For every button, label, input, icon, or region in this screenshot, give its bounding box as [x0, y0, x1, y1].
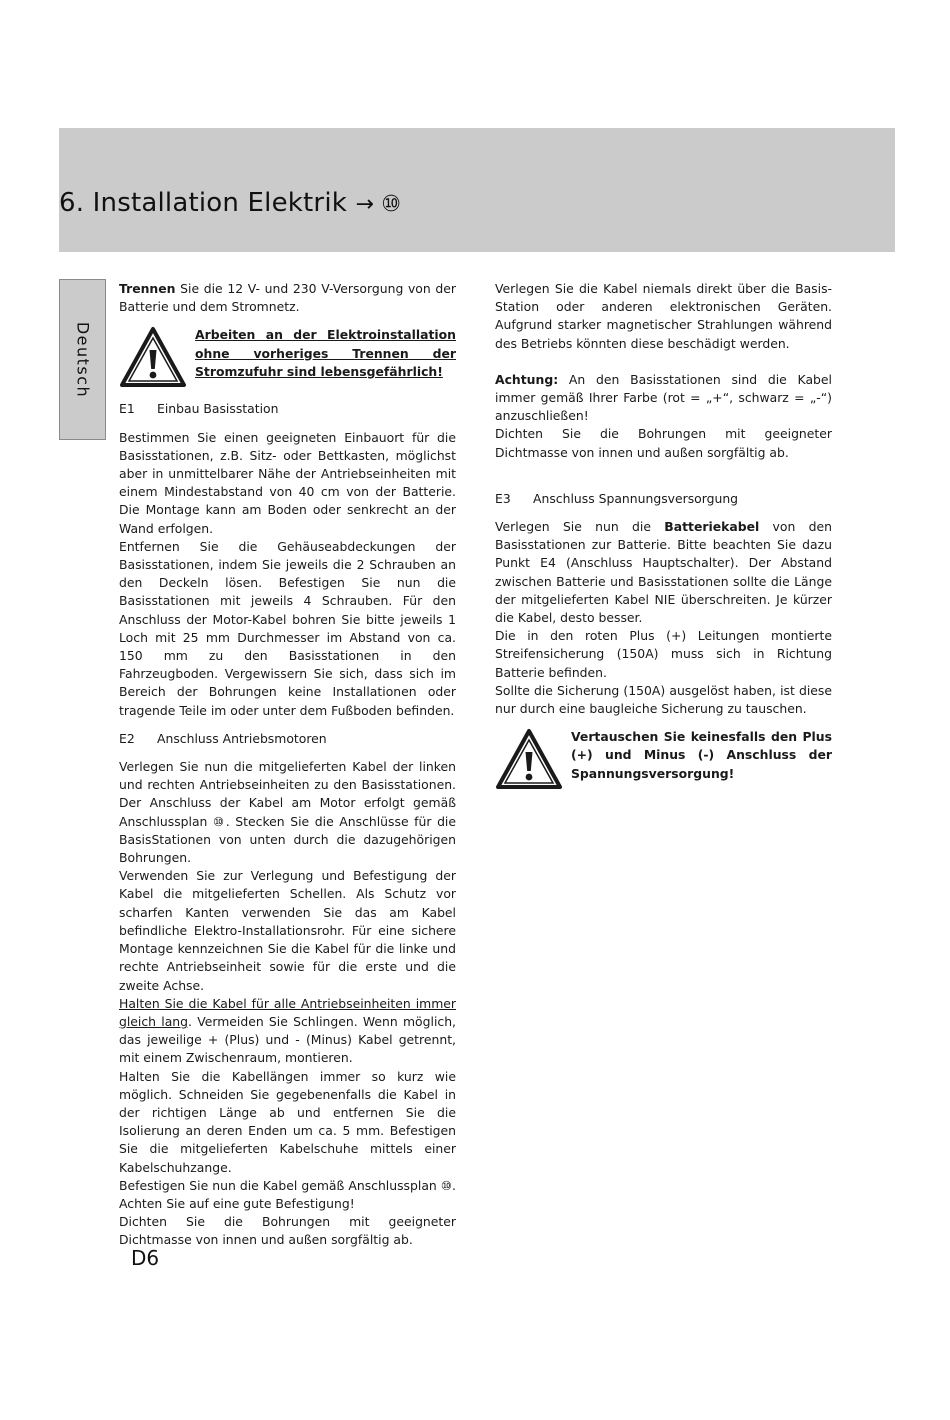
left-column — [119, 280, 456, 1250]
e3-paragraph-3: Sollte die Sicherung (150A) ausgelöst haben, ist diese nur durch eine baugleiche Sicherung zu tauschen. — [495, 682, 832, 717]
warning-text-2: Vertauschen Sie keinesfalls den Plus (+) und Minus (-) Anschluss der Spannungsversorgung! — [571, 729, 832, 781]
warning-box-1 — [119, 326, 456, 390]
intro-paragraph — [119, 280, 456, 316]
e2-paragraph-4: Halten Sie die Kabellängen immer so kurz wie möglich. Schneiden Sie gegebenenfalls die Kabel in der richtigen Länge ab und entfernen Sie die Isolierung an deren Enden um ca. 5 mm. Befestigen Sie die mitgelieferten Kabelschuhe mittels einer Kabelschuhzange. — [119, 1068, 456, 1175]
page-title-text: 6. Installation Elektrik — [59, 188, 348, 218]
section-heading-e2 — [119, 730, 456, 748]
e2-paragraph-3-rest: . Vermeiden Sie Schlingen. Wenn möglich, das jeweilige + (Plus) und - (Minus) Kabel getrennt, mit einem Zwischenraum, montieren. — [119, 1013, 456, 1066]
e1-paragraph-1: Bestimmen Sie einen geeigneten Einbauort für die Basisstationen, z.B. Sitz- oder Bettkasten, möglichst aber in unmittelbarer Nähe der Antriebseinheiten mit einem Mindestabstand von 40 cm von der Batterie. Die Montage kann am Boden oder senkrecht an der Wand erfolgen. — [119, 429, 456, 536]
right-paragraph-3: Dichten Sie die Bohrungen mit geeigneter Dichtmasse von innen und außen sorgfältig ab. — [495, 426, 832, 460]
e2-underlined-text: Halten Sie die Kabel für alle Antriebseinheiten immer gleich lang — [119, 995, 456, 1029]
right-column — [495, 280, 832, 792]
section-heading-e3 — [495, 490, 832, 508]
warning-text-1: Arbeiten an der Elektroinstallation ohne vorheriges Trennen der Stromzufuhr sind lebensgefährlich! — [195, 327, 456, 379]
e2-paragraph-5: Befestigen Sie nun die Kabel gemäß Anschlussplan ⑩. Achten Sie auf eine gute Befestigung! — [119, 1177, 456, 1211]
right-paragraph-1: Verlegen Sie die Kabel niemals direkt über die Basis-Station oder anderen elektronischen Geräten. Aufgrund starker magnetischer Strahlungen während des Betriebs könnten diese beschädigt werden. — [495, 281, 832, 351]
plan-reference: → ⑩ — [355, 192, 402, 217]
e3-bold-term: Batteriekabel — [664, 519, 760, 535]
e2-paragraph-2: Verwenden Sie zur Verlegung und Befestigung der Kabel die mitgelieferten Schellen. Als Schutz vor scharfen Kanten verwenden Sie das am Kabel befindliche Elektro-Installationsrohr. Für eine sichere Montage kennzeichnen Sie die Kabel für die linke und rechte Antriebseinheit sowie für die erste und die zweite Achse. — [119, 868, 456, 993]
language-tab-label: Deutsch — [73, 321, 92, 398]
warning-triangle-icon — [119, 326, 189, 390]
achtung-paragraph — [495, 371, 832, 426]
e1-paragraph-2: Entfernen Sie die Gehäuseabdeckungen der Basisstationen, indem Sie jeweils die 2 Schrauben an den Deckeln lösen. Befestigen Sie nun die Basisstationen mit jeweils 4 Schrauben. Für den Anschluss der Motor-Kabel bohren Sie bitte jeweils 1 Loch mit 25 mm Durchmesser im Abstand von ca. 150 mm zu den Basisstationen in den Fahrzeugboden. Vergewissern Sie sich, dass sich im Bereich der Bohrungen keine Installationen oder tragende Teile im oder unter dem Fußboden befinden. — [119, 538, 456, 718]
section-code: E3 — [495, 490, 511, 506]
warning-triangle-icon — [495, 728, 565, 792]
e2-paragraph-3 — [119, 995, 456, 1068]
section-code: E2 — [119, 730, 135, 746]
achtung-label: Achtung: — [495, 371, 559, 387]
section-code: E1 — [119, 401, 135, 417]
page-number: D6 — [131, 1246, 160, 1270]
section-title: Einbau Basisstation — [157, 401, 279, 417]
e2-paragraph-6: Dichten Sie die Bohrungen mit geeigneter Dichtmasse von innen und außen sorgfältig ab. — [119, 1214, 456, 1248]
e2-paragraph-1: Verlegen Sie nun die mitgelieferten Kabel der linken und rechten Antriebseinheiten zu den Basisstationen. Der Anschluss der Kabel am Motor erfolgt gemäß Anschlussplan ⑩. Stecken Sie die Anschlüsse für die BasisStationen von unten durch die dazugehörigen Bohrungen. — [119, 759, 456, 866]
e3-text-a: Verlegen Sie nun die — [495, 519, 665, 535]
page-title — [59, 188, 401, 218]
intro-bold: Trennen — [119, 281, 176, 296]
section-title: Anschluss Antriebsmotoren — [157, 730, 327, 746]
e3-text-b: von den Basisstationen zur Batterie. Bitte beachten Sie dazu Punkt E4 (Anschluss Hauptschalter). Der Abstand zwischen Batterie und Basisstationen sollte die Länge der mitgelieferten Kabel NIE überschreiten. Je kürzer die Kabel, desto besser. — [495, 519, 832, 626]
section-title: Anschluss Spannungsversorgung — [533, 490, 739, 506]
e3-paragraph-2: Die in den roten Plus (+) Leitungen montierte Streifensicherung (150A) muss sich in Richtung Batterie befinden. — [495, 628, 832, 680]
achtung-text: An den Basisstationen sind die Kabel immer gemäß Ihrer Farbe (rot = „+“, schwarz = „-“) anzuschließen! — [495, 371, 832, 424]
warning-box-2 — [495, 728, 832, 792]
language-tab — [59, 279, 106, 440]
section-heading-e1 — [119, 400, 456, 418]
e3-paragraph-1 — [495, 518, 832, 627]
intro-text: Sie die 12 V- und 230 V-Versorgung von der Batterie und dem Stromnetz. — [119, 281, 456, 315]
